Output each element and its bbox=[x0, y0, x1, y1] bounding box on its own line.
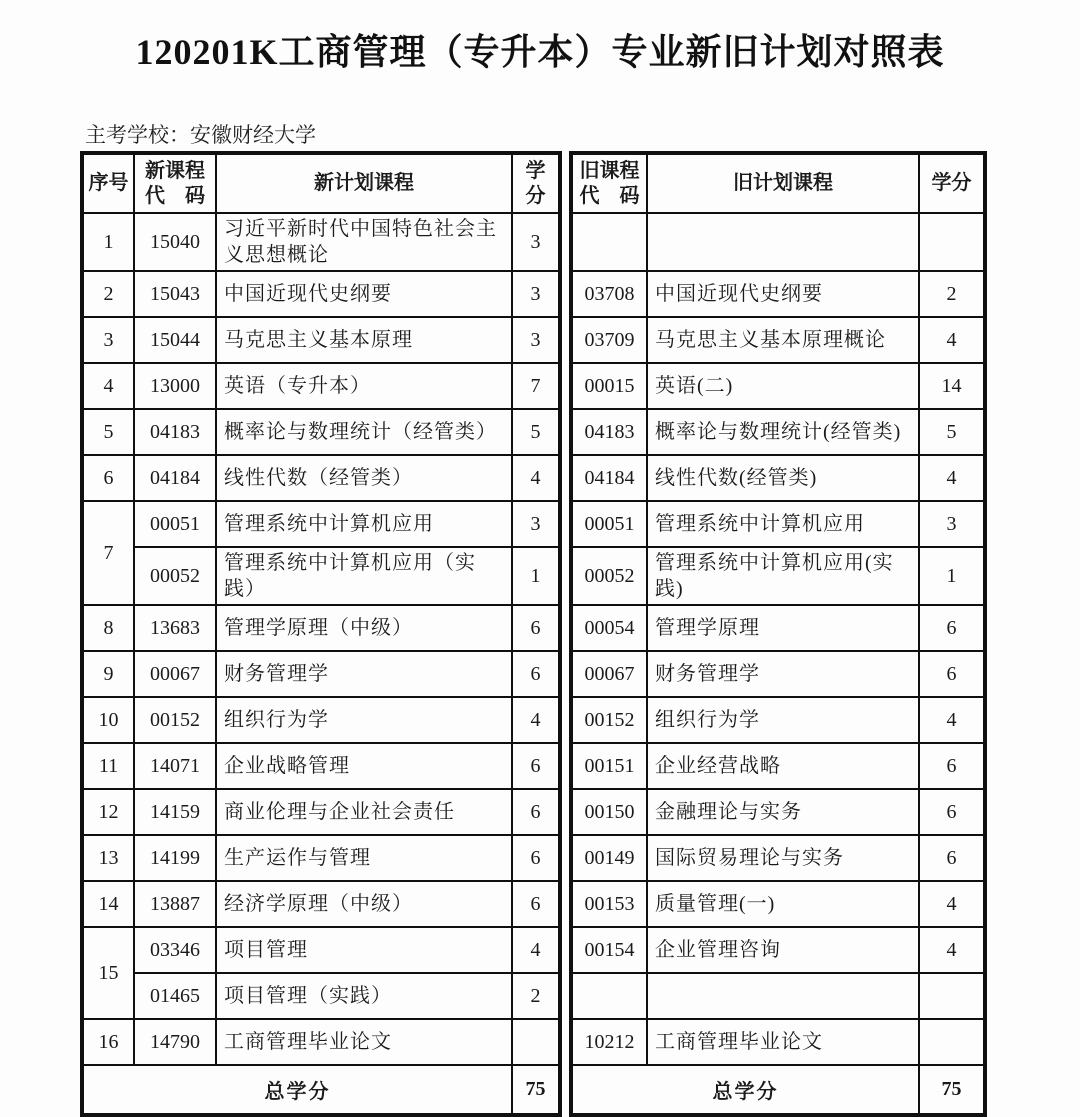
row-index: 9 bbox=[82, 651, 134, 697]
row-index: 2 bbox=[82, 271, 134, 317]
old-plan-table bbox=[569, 151, 987, 1117]
old-course-credit bbox=[919, 973, 985, 1019]
new-course-credit: 6 bbox=[512, 743, 560, 789]
new-code-column-header bbox=[134, 153, 216, 213]
course-row bbox=[571, 605, 985, 651]
new-course-name: 线性代数（经管类） bbox=[216, 455, 512, 501]
new-course-name: 管理系统中计算机应用（实践） bbox=[216, 547, 512, 605]
new-course-code: 03346 bbox=[134, 927, 216, 973]
new-course-name: 生产运作与管理 bbox=[216, 835, 512, 881]
course-row bbox=[571, 789, 985, 835]
old-course-name: 英语(二) bbox=[647, 363, 919, 409]
old-course-name: 金融理论与实务 bbox=[647, 789, 919, 835]
new-course-code: 00152 bbox=[134, 697, 216, 743]
total-row bbox=[571, 1065, 985, 1115]
old-course-name: 工商管理毕业论文 bbox=[647, 1019, 919, 1065]
new-course-code: 14071 bbox=[134, 743, 216, 789]
row-index: 1 bbox=[82, 213, 134, 271]
new-course-name: 习近平新时代中国特色社会主义思想概论 bbox=[216, 213, 512, 271]
old-course-code: 00152 bbox=[571, 697, 647, 743]
old-course-code: 00067 bbox=[571, 651, 647, 697]
course-row bbox=[82, 697, 560, 743]
course-row bbox=[82, 455, 560, 501]
new-course-name: 中国近现代史纲要 bbox=[216, 271, 512, 317]
old-course-credit: 14 bbox=[919, 363, 985, 409]
old-code-column-header bbox=[571, 153, 647, 213]
new-plan-total-credits: 75 bbox=[512, 1065, 560, 1115]
new-course-code: 00052 bbox=[134, 547, 216, 605]
page-title: 120201K工商管理（专升本）专业新旧计划对照表 bbox=[135, 32, 945, 72]
new-course-credit: 1 bbox=[512, 547, 560, 605]
old-course-name: 企业经营战略 bbox=[647, 743, 919, 789]
new-course-name: 工商管理毕业论文 bbox=[216, 1019, 512, 1065]
course-row bbox=[571, 651, 985, 697]
new-course-code: 04184 bbox=[134, 455, 216, 501]
old-course-code: 00153 bbox=[571, 881, 647, 927]
old-course-credit: 4 bbox=[919, 881, 985, 927]
old-course-name: 财务管理学 bbox=[647, 651, 919, 697]
new-course-code: 15043 bbox=[134, 271, 216, 317]
old-course-code: 04183 bbox=[571, 409, 647, 455]
old-course-name: 中国近现代史纲要 bbox=[647, 271, 919, 317]
header-text-line: 学 bbox=[525, 159, 546, 182]
old-course-code bbox=[571, 213, 647, 271]
old-course-credit: 1 bbox=[919, 547, 985, 605]
total-row bbox=[82, 1065, 560, 1115]
course-row bbox=[571, 271, 985, 317]
header-text-line: 代 码 bbox=[145, 184, 205, 207]
course-row bbox=[571, 547, 985, 605]
new-course-code: 13000 bbox=[134, 363, 216, 409]
row-index: 16 bbox=[82, 1019, 134, 1065]
row-index: 7 bbox=[82, 501, 134, 605]
new-course-credit bbox=[512, 1019, 560, 1065]
document-page bbox=[0, 24, 1080, 1117]
course-row bbox=[571, 409, 985, 455]
new-course-name: 经济学原理（中级） bbox=[216, 881, 512, 927]
course-row bbox=[571, 317, 985, 363]
row-index: 11 bbox=[82, 743, 134, 789]
new-course-credit: 6 bbox=[512, 881, 560, 927]
old-credit-column-header bbox=[919, 153, 985, 213]
plan-comparison-tables bbox=[80, 151, 1080, 1117]
old-course-name: 管理系统中计算机应用 bbox=[647, 501, 919, 547]
course-row bbox=[82, 547, 560, 605]
old-course-name: 国际贸易理论与实务 bbox=[647, 835, 919, 881]
old-course-code: 10212 bbox=[571, 1019, 647, 1065]
old-course-credit bbox=[919, 1019, 985, 1065]
course-row bbox=[82, 213, 560, 271]
new-course-code: 13887 bbox=[134, 881, 216, 927]
old-course-name: 质量管理(一) bbox=[647, 881, 919, 927]
old-course-name: 概率论与数理统计(经管类) bbox=[647, 409, 919, 455]
course-row bbox=[571, 455, 985, 501]
new-course-name: 概率论与数理统计（经管类） bbox=[216, 409, 512, 455]
new-plan-header-row bbox=[82, 153, 560, 213]
course-row bbox=[82, 363, 560, 409]
course-row bbox=[82, 409, 560, 455]
new-course-code: 14159 bbox=[134, 789, 216, 835]
new-course-name: 项目管理 bbox=[216, 927, 512, 973]
old-course-credit: 4 bbox=[919, 317, 985, 363]
old-course-code: 03709 bbox=[571, 317, 647, 363]
row-index: 12 bbox=[82, 789, 134, 835]
course-row bbox=[82, 605, 560, 651]
old-course-credit: 4 bbox=[919, 455, 985, 501]
new-course-credit: 7 bbox=[512, 363, 560, 409]
index-column-header bbox=[82, 153, 134, 213]
course-row bbox=[571, 213, 985, 271]
new-course-column-header bbox=[216, 153, 512, 213]
old-course-name: 马克思主义基本原理概论 bbox=[647, 317, 919, 363]
header-text-line: 旧计划课程 bbox=[733, 172, 833, 194]
new-course-code: 14790 bbox=[134, 1019, 216, 1065]
old-course-credit: 6 bbox=[919, 743, 985, 789]
header-text-line: 序号 bbox=[88, 172, 129, 194]
new-course-credit: 3 bbox=[512, 271, 560, 317]
course-row bbox=[571, 697, 985, 743]
old-course-credit: 6 bbox=[919, 605, 985, 651]
old-course-column-header bbox=[647, 153, 919, 213]
row-index: 15 bbox=[82, 927, 134, 1019]
examining-school-label: 主考学校：安徽财经大学 bbox=[85, 123, 316, 147]
new-course-credit: 2 bbox=[512, 973, 560, 1019]
old-course-credit: 3 bbox=[919, 501, 985, 547]
row-index: 4 bbox=[82, 363, 134, 409]
course-row bbox=[82, 743, 560, 789]
new-course-name: 组织行为学 bbox=[216, 697, 512, 743]
course-row bbox=[571, 363, 985, 409]
course-row bbox=[82, 271, 560, 317]
new-course-code: 13683 bbox=[134, 605, 216, 651]
new-course-name: 项目管理（实践） bbox=[216, 973, 512, 1019]
old-course-code: 00051 bbox=[571, 501, 647, 547]
row-index: 10 bbox=[82, 697, 134, 743]
old-course-name bbox=[647, 213, 919, 271]
row-index: 6 bbox=[82, 455, 134, 501]
course-row bbox=[82, 501, 560, 547]
course-row bbox=[571, 927, 985, 973]
row-index: 14 bbox=[82, 881, 134, 927]
new-course-name: 管理系统中计算机应用 bbox=[216, 501, 512, 547]
header-text-line: 新计划课程 bbox=[314, 172, 414, 194]
new-course-code: 01465 bbox=[134, 973, 216, 1019]
row-index: 8 bbox=[82, 605, 134, 651]
old-course-code: 04184 bbox=[571, 455, 647, 501]
old-course-credit: 2 bbox=[919, 271, 985, 317]
course-row bbox=[571, 881, 985, 927]
old-course-code: 00015 bbox=[571, 363, 647, 409]
new-course-credit: 6 bbox=[512, 605, 560, 651]
header-text-line: 新课程 bbox=[145, 159, 205, 182]
new-plan-table bbox=[80, 151, 562, 1117]
new-course-name: 商业伦理与企业社会责任 bbox=[216, 789, 512, 835]
old-course-code: 03708 bbox=[571, 271, 647, 317]
old-course-name: 组织行为学 bbox=[647, 697, 919, 743]
header-text-line: 代 码 bbox=[579, 184, 640, 207]
old-course-credit: 6 bbox=[919, 789, 985, 835]
new-course-credit: 3 bbox=[512, 317, 560, 363]
header-text-line: 旧课程 bbox=[579, 159, 640, 182]
old-course-code bbox=[571, 973, 647, 1019]
old-course-credit bbox=[919, 213, 985, 271]
new-course-credit: 5 bbox=[512, 409, 560, 455]
new-course-credit: 4 bbox=[512, 697, 560, 743]
old-course-credit: 5 bbox=[919, 409, 985, 455]
new-course-credit: 6 bbox=[512, 835, 560, 881]
new-course-credit: 3 bbox=[512, 501, 560, 547]
old-course-credit: 4 bbox=[919, 927, 985, 973]
old-course-credit: 4 bbox=[919, 697, 985, 743]
row-index: 3 bbox=[82, 317, 134, 363]
total-credits-label: 总学分 bbox=[82, 1065, 512, 1115]
course-row bbox=[571, 973, 985, 1019]
total-credits-label: 总学分 bbox=[571, 1065, 919, 1115]
old-course-code: 00151 bbox=[571, 743, 647, 789]
new-course-credit: 4 bbox=[512, 455, 560, 501]
old-course-code: 00149 bbox=[571, 835, 647, 881]
new-course-credit: 6 bbox=[512, 789, 560, 835]
old-course-name: 管理系统中计算机应用(实践) bbox=[647, 547, 919, 605]
old-course-name: 企业管理咨询 bbox=[647, 927, 919, 973]
old-course-name: 线性代数(经管类) bbox=[647, 455, 919, 501]
course-row bbox=[82, 835, 560, 881]
course-row bbox=[82, 927, 560, 973]
new-course-credit: 6 bbox=[512, 651, 560, 697]
new-course-name: 企业战略管理 bbox=[216, 743, 512, 789]
header-text-line: 分 bbox=[525, 184, 546, 207]
old-course-code: 00150 bbox=[571, 789, 647, 835]
course-row bbox=[82, 317, 560, 363]
old-course-code: 00054 bbox=[571, 605, 647, 651]
course-row bbox=[82, 973, 560, 1019]
course-row bbox=[82, 789, 560, 835]
course-row bbox=[82, 651, 560, 697]
old-course-name: 管理学原理 bbox=[647, 605, 919, 651]
course-row bbox=[571, 835, 985, 881]
new-course-name: 管理学原理（中级） bbox=[216, 605, 512, 651]
new-course-name: 马克思主义基本原理 bbox=[216, 317, 512, 363]
course-row bbox=[82, 881, 560, 927]
new-course-code: 04183 bbox=[134, 409, 216, 455]
old-course-code: 00154 bbox=[571, 927, 647, 973]
old-course-code: 00052 bbox=[571, 547, 647, 605]
old-course-credit: 6 bbox=[919, 651, 985, 697]
course-row bbox=[571, 501, 985, 547]
new-course-credit: 3 bbox=[512, 213, 560, 271]
new-course-credit: 4 bbox=[512, 927, 560, 973]
course-row bbox=[571, 1019, 985, 1065]
new-course-code: 15040 bbox=[134, 213, 216, 271]
course-row bbox=[82, 1019, 560, 1065]
new-course-name: 英语（专升本） bbox=[216, 363, 512, 409]
new-course-code: 00051 bbox=[134, 501, 216, 547]
row-index: 5 bbox=[82, 409, 134, 455]
old-course-credit: 6 bbox=[919, 835, 985, 881]
new-course-code: 14199 bbox=[134, 835, 216, 881]
old-course-name bbox=[647, 973, 919, 1019]
old-plan-total-credits: 75 bbox=[919, 1065, 985, 1115]
old-plan-header-row bbox=[571, 153, 985, 213]
new-course-code: 15044 bbox=[134, 317, 216, 363]
new-course-code: 00067 bbox=[134, 651, 216, 697]
course-row bbox=[571, 743, 985, 789]
row-index: 13 bbox=[82, 835, 134, 881]
header-text-line: 学分 bbox=[931, 172, 972, 194]
new-course-name: 财务管理学 bbox=[216, 651, 512, 697]
new-credit-column-header bbox=[512, 153, 560, 213]
